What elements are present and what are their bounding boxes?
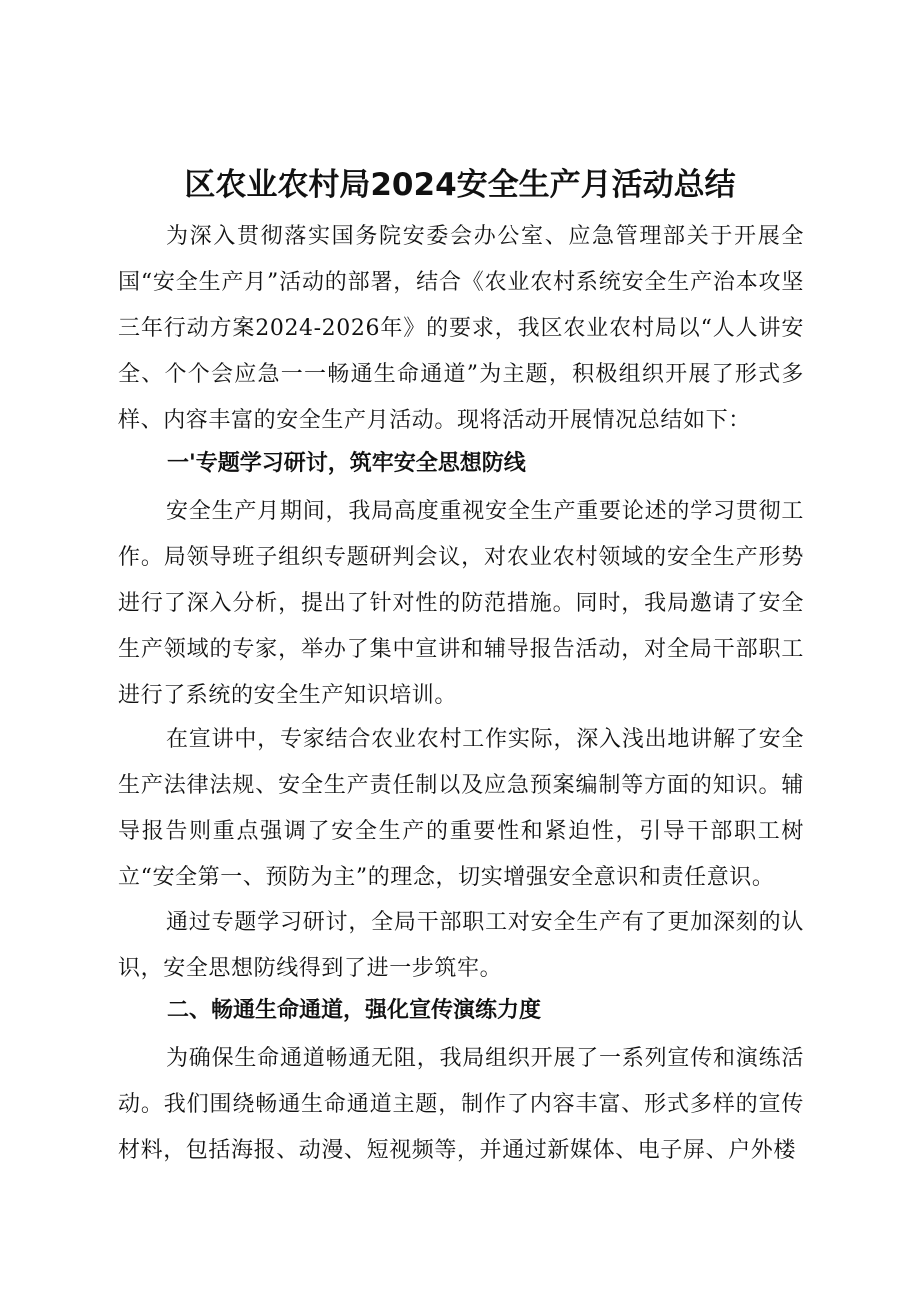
intro-paragraph: 为深入贯彻落实国务院安委会办公室、应急管理部关于开展全国“安全生产月”活动的部署，结合《农业农村系统安全生产治本攻坚三年行动方案2024-2026年》的要求，我区农业农村局以“人人讲安全、个个会应急一一畅通生命通道”为主题，积极组织开展了形式多样、内容丰富的安全生产月活动。现将活动开展情况总结如下： (118, 224, 804, 433)
section-1-paragraph-1: 安全生产月期间，我局高度重视安全生产重要论述的学习贯彻工作。局领导班子组织专题研判会议，对农业农村领域的安全生产形势进行了深入分析，提出了针对性的防范措施。同时，我局邀请了安全生产领域的专家，举办了集中宣讲和辅导报告活动，对全局干部职工进行了系统的安全生产知识培训。 (118, 499, 804, 708)
section-2-heading: 二、畅通生命通道，强化宣传演练力度 (167, 998, 542, 1023)
section-1-heading: 一'专题学习研讨，筑牢安全思想防线 (167, 451, 526, 476)
section-1-paragraph-2: 在宣讲中，专家结合农业农村工作实际，深入浅出地讲解了安全生产法律法规、安全生产责任制以及应急预案编制等方面的知识。辅导报告则重点强调了安全生产的重要性和紧迫性，引导干部职工树立“安全第一、预防为主”的理念，切实增强安全意识和责任意识。 (118, 727, 804, 890)
section-2-paragraph-1: 为确保生命通道畅通无阻，我局组织开展了一系列宣传和演练活动。我们围绕畅通生命通道主题，制作了内容丰富、形式多样的宣传材料，包括海报、动漫、短视频等，并通过新媒体、电子屏、户外楼 (118, 1046, 804, 1163)
section-1-paragraph-3: 通过专题学习研讨，全局干部职工对安全生产有了更加深刻的认识，安全思想防线得到了进一步筑牢。 (118, 910, 804, 981)
document-title: 区农业农村局2024安全生产月活动总结 (184, 167, 736, 203)
